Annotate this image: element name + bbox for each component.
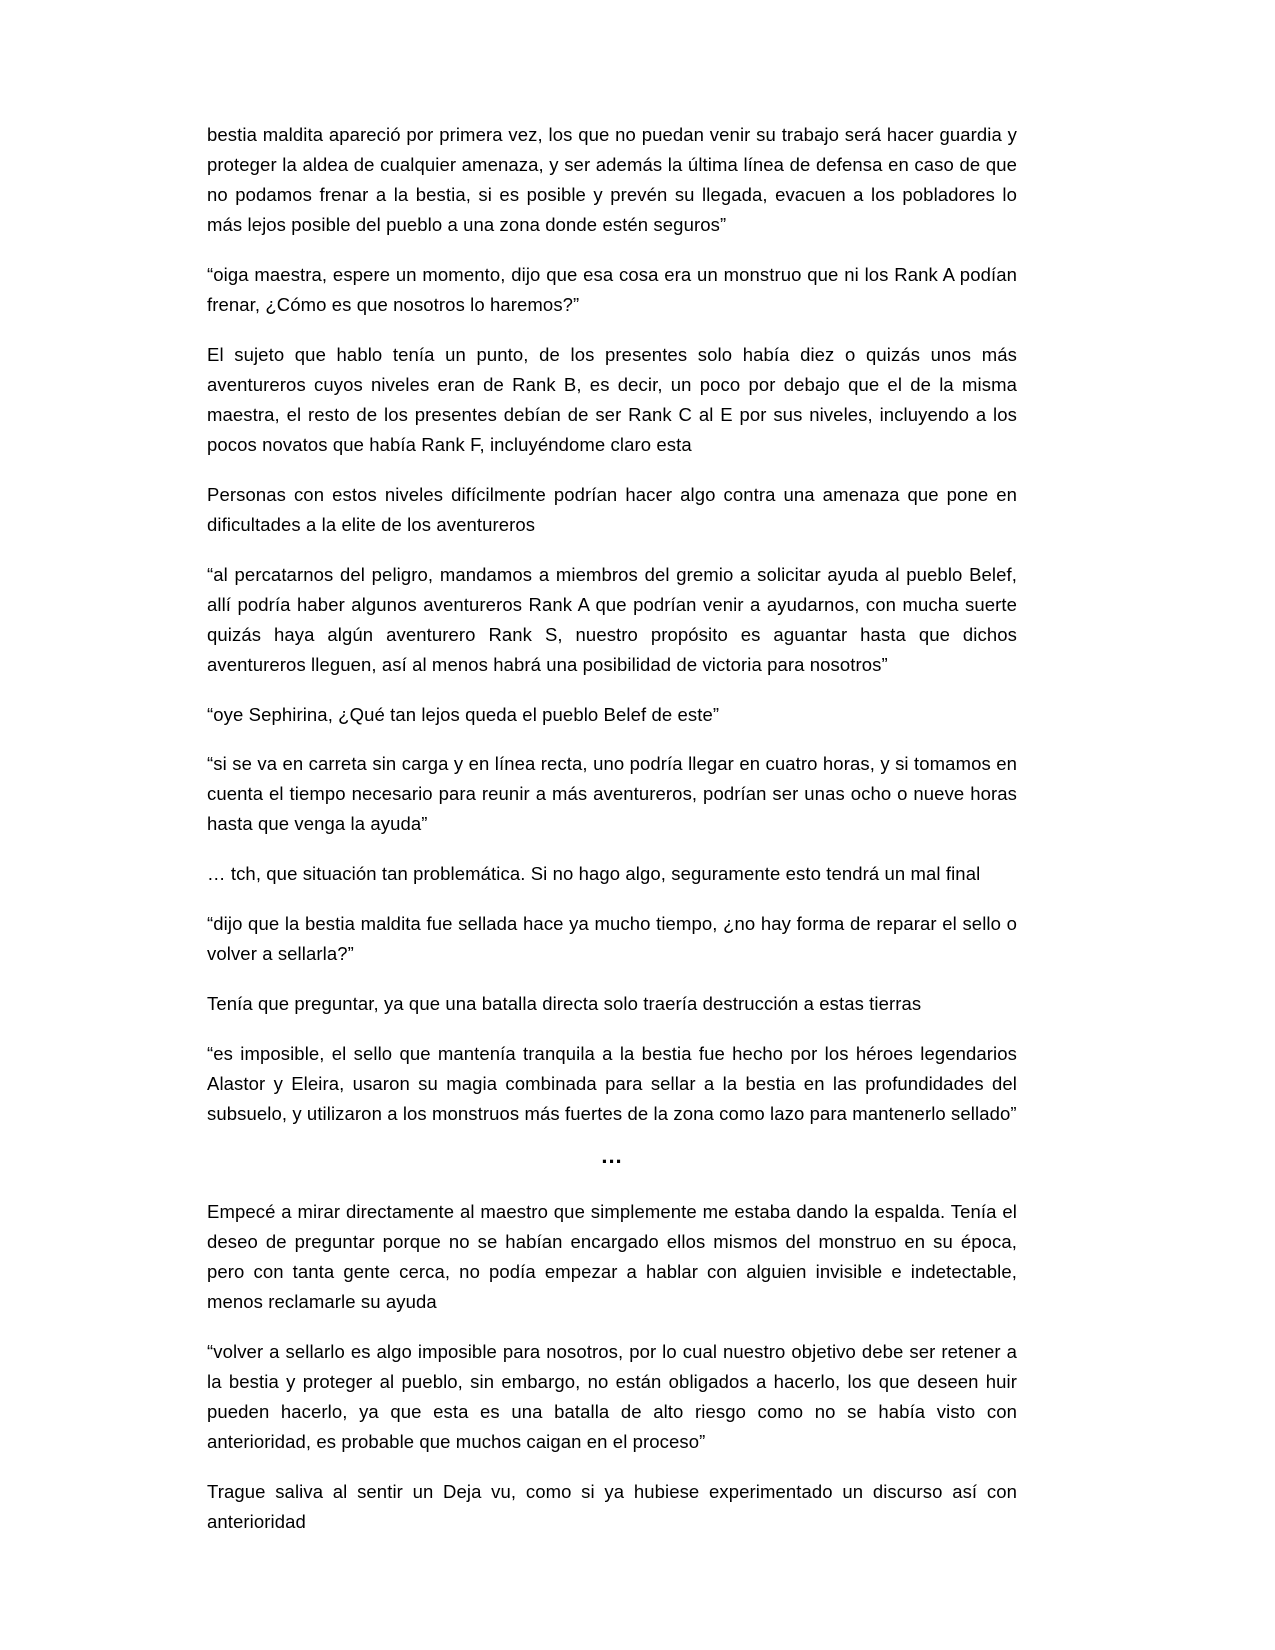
paragraph: Tenía que preguntar, ya que una batalla directa solo traería destrucción a estas tierras [207,993,922,1015]
paragraph: “si se va en carreta sin carga y en línea recta, uno podría llegar en cuatro horas, y si tomamos en cuenta el tiempo necesario para reunir a más aventureros, podrían ser unas ocho o nueve horas hasta que venga la ayuda” [207,753,1017,835]
paragraph: Empecé a mirar directamente al maestro que simplemente me estaba dando la espalda. Tenía el deseo de preguntar porque no se habían encargado ellos mismos del monstruo en su época, pero con tanta gente cerca, no podía empezar a hablar con alguien invisible e indetectable, menos reclamarle su ayuda [207,1201,1017,1313]
paragraph: “oye Sephirina, ¿Qué tan lejos queda el pueblo Belef de este” [207,703,720,725]
paragraph: Personas con estos niveles difícilmente podrían hacer algo contra una amenaza que pone en dificultades a la elite de los aventureros [207,483,1017,535]
section-divider-glyph: ... [601,1143,623,1169]
paragraph: “oiga maestra, espere un momento, dijo que esa cosa era un monstruo que ni los Rank A podían frenar, ¿Cómo es que nosotros lo haremos?” [207,263,1017,315]
section-divider [207,1143,1017,1171]
paragraph: “al percatarnos del peligro, mandamos a miembros del gremio a solicitar ayuda al pueblo Belef, allí podría haber algunos aventureros Rank A que podrían venir a ayudarnos, con mucha suerte quizás haya algún aventurero Rank S, nuestro propósito es aguantar hasta que dichos aventureros lleguen, así al menos habrá una posibilidad de victoria para nosotros” [207,563,1017,675]
paragraph: “es imposible, el sello que mantenía tranquila a la bestia fue hecho por los héroes legendarios Alastor y Eleira, usaron su magia combinada para sellar a la bestia en las profundidades del subsuelo, y utilizaron a los monstruos más fuertes de la zona como lazo para mantenerlo sellado” [207,1043,1017,1125]
paragraph: “dijo que la bestia maldita fue sellada hace ya mucho tiempo, ¿no hay forma de reparar el sello o volver a sellarla?” [207,913,1017,965]
document-body [207,120,1017,1557]
paragraph: El sujeto que hablo tenía un punto, de los presentes solo había diez o quizás unos más aventureros cuyos niveles eran de Rank B, es decir, un poco por debajo que el de la misma maestra, el resto de los presentes debían de ser Rank C al E por sus niveles, incluyendo a los pocos novatos que había Rank F, incluyéndome claro esta [207,343,1017,455]
paragraph: … tch, que situación tan problemática. Si no hago algo, seguramente esto tendrá un mal final [207,863,981,885]
paragraph: bestia maldita apareció por primera vez, los que no puedan venir su trabajo será hacer guardia y proteger la aldea de cualquier amenaza, y ser además la última línea de defensa en caso de que no podamos frenar a la bestia, si es posible y prevén su llegada, evacuen a los pobladores lo más lejos posible del pueblo a una zona donde estén seguros” [207,124,1017,235]
paragraph: Trague saliva al sentir un Deja vu, como si ya hubiese experimentado un discurso así con anterioridad [207,1480,1017,1532]
paragraph: “volver a sellarlo es algo imposible para nosotros, por lo cual nuestro objetivo debe ser retener a la bestia y proteger al pueblo, sin embargo, no están obligados a hacerlo, los que deseen huir pueden hacerlo, ya que esta es una batalla de alto riesgo como no se había visto con anterioridad, es probable que muchos caigan en el proceso” [207,1341,1017,1452]
